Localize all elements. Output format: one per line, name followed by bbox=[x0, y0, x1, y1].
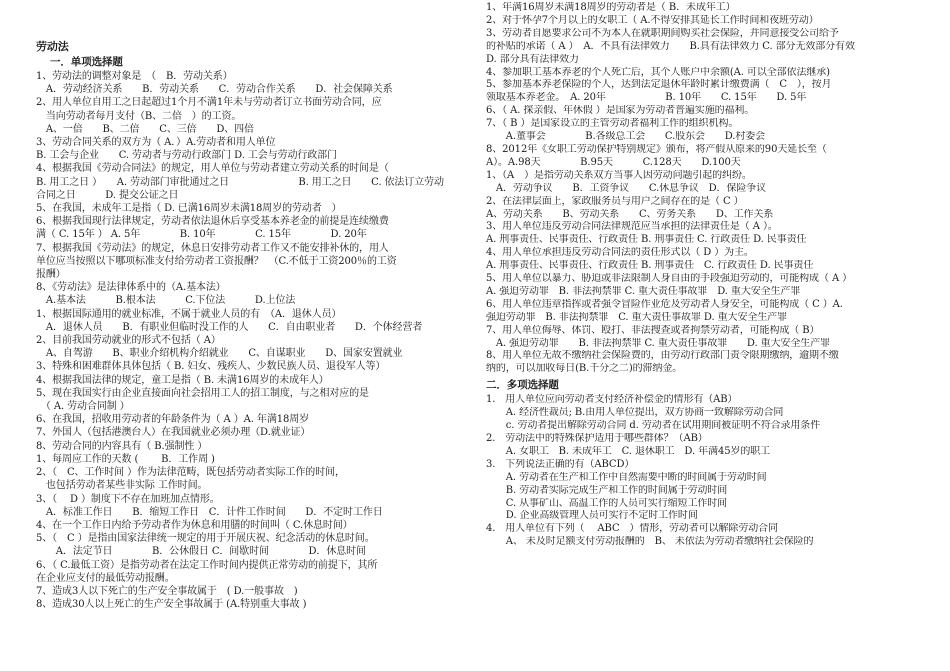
text-line: B. 劳动者实际完成生产和工作的时间属于劳动时间 bbox=[486, 484, 728, 496]
text-line: 6、用人单位违章指挥或者强令冒险作业危及劳动者人身安全，可能构成（ C ）A. bbox=[486, 298, 843, 310]
text-line: 8、用人单位无故不缴纳社会保险费的，由劳动行政部门责令限期缴纳，逾期不缴 bbox=[486, 350, 839, 362]
text-line: 1、根据国际通用的就业标准，不属于就业人员的有 （A．退休人员） bbox=[36, 308, 342, 320]
text-line: 2、用人单位自用工之日起超过1个月不满1年未与劳动者订立书面劳动合同，应 bbox=[36, 97, 382, 109]
text-line: A.基本法 B.根本法 C.下位法 D.上位法 bbox=[36, 295, 296, 307]
text-line: 2、（ C、工作时间 ）作为法律范畴，既包括劳动者实际工作的时间， bbox=[36, 467, 345, 479]
text-line: A、劳动关系 B、劳动关系 C、劳务关系 D、工作关系 bbox=[486, 208, 774, 220]
right-question-list bbox=[486, 2, 916, 376]
text-line: 7、用人单位侮辱、体罚、殴打、非法搜查或者拘禁劳动者，可能构成（ B） bbox=[486, 324, 820, 336]
text-line: A. 强迫劳动罪 B. 非法拘禁罪 C. 重大责任事故罪 D. 重大安全生产罪 bbox=[486, 285, 801, 297]
text-line: 4. 用人单位有下列（ ABC ）情形，劳动者可以解除劳动合同 bbox=[486, 523, 778, 535]
text-line: A．劳动经济关系 B．劳动关系 C．劳动合作关系 D．社会保障关系 bbox=[36, 84, 393, 96]
text-line: 5、（ C ）是指由国家法律统一规定的用于开展庆祝、纪念活动的休息时间。 bbox=[36, 533, 375, 545]
text-line: 4、根据我国法律的规定，童工是指（ B. 未满16周岁的未成年人） bbox=[36, 374, 329, 386]
text-line: 领取基本养老金。 A. 20年 B. 10年 C. 15年 D. 5年 bbox=[486, 92, 807, 104]
text-line: 7、（ B ）是国家设立的主管劳动者福利工作的组织机构。 bbox=[486, 118, 739, 130]
text-line: 8、造成30人以上死亡的生产安全事故属于 (A.特别重大事故 ) bbox=[36, 599, 307, 611]
text-line: 7、根据我国《劳动法》的规定，休息日安排劳动者工作又不能安排补休的，用人 bbox=[36, 242, 389, 254]
text-line: （ A. 劳动合同制 ） bbox=[36, 401, 130, 413]
text-line: 5、用人单位以暴力、胁迫或非法限制人身自由的手段强迫劳动的，可能构成（ A ） bbox=[486, 273, 853, 285]
text-line: B. 工会与企业 C. 劳动者与劳动行政部门 D. 工会与劳动行政部门 bbox=[36, 150, 337, 162]
text-line: 6、根据我国现行法律规定，劳动者依法退休后享受基本养老金的前提是连续缴费 bbox=[36, 216, 389, 228]
text-line: A.董事会 B.各级总工会 C.股东会 D.村委会 bbox=[486, 131, 766, 143]
text-line: A．退休人员 B．有职业但临时没工作的人 C．自由职业者 D．个体经营者 bbox=[36, 321, 423, 333]
text-line: 3、用人单位违反劳动合同法律规范应当承担的法律责任是（ A ）。 bbox=[486, 221, 778, 233]
text-line: C. 从事矿山、高温工作的人员可实行缩短工作时间 bbox=[486, 497, 728, 509]
text-line: 报酬） bbox=[36, 269, 66, 281]
text-line: 单位应当按照以下哪项标准支付给劳动者工资报酬？ （C.不低于工资200％的工资 bbox=[36, 255, 397, 267]
text-line: 5、在我国，未成年工是指（ D. 已满16周岁未满18周岁的劳动者 ） bbox=[36, 203, 342, 215]
text-line: 4、在一个工作日内给予劳动者作为休息和用膳的时间叫（ C.休息时间） bbox=[36, 519, 353, 531]
right-column bbox=[486, 2, 916, 549]
text-line: 当向劳动者每月支付（B、二倍 ）的工资。 bbox=[36, 110, 242, 122]
text-line: 3、劳动者自愿要求公司不为本人在就职期间购买社会保险，并同意接受公司给予 bbox=[486, 27, 839, 39]
text-line: A、一倍 B、二倍 C、三倍 D、四倍 bbox=[36, 123, 254, 135]
text-line: 1、每周应工作的天数 ( B．工作周 ) bbox=[36, 453, 215, 465]
text-line: A、自驾游 B、职业介绍机构介绍就业 C、自谋职业 D、国家安置就业 bbox=[36, 348, 403, 360]
text-line: 6、在我国，招收用劳动者的年龄条件为（ A ）A. 年满18周岁 bbox=[36, 414, 310, 426]
text-line: A. 劳动者在生产和工作中自然需要中断的时间属于劳动时间 bbox=[486, 471, 767, 483]
text-line: 满（ C. 15年 ） A. 5年 B. 10年 C. 15年 D. 20年 bbox=[36, 229, 367, 241]
text-line: 3. 下列说法正确的有（ABCD） bbox=[486, 458, 635, 470]
text-line: 3、（ D ）制度下不存在加班加点情形。 bbox=[36, 493, 220, 505]
text-line: 3、特殊和困难群体具体包括（ B. 妇女、残疾人、少数民族人员、退役军人等） bbox=[36, 361, 386, 373]
text-line: 6、（ C.最低工资）是指劳动者在法定工作时间内提供正常劳动的前提下，其所 bbox=[36, 559, 378, 571]
text-line: 合同之日 D. 提交公证之日 bbox=[36, 189, 179, 201]
section-heading-multiple-choice: 二．多项选择题 bbox=[486, 379, 559, 392]
text-line: 1、劳动法的调整对象是 （ B．劳动关系） bbox=[36, 71, 233, 82]
text-line: A．标准工作日 B．缩短工作日 C．计件工作时间 D．不定时工作日 bbox=[36, 506, 383, 518]
text-line: 5、参加基本养老保险的个人，达到法定退休年龄时累计缴费满（ C ），按月 bbox=[486, 79, 832, 91]
text-line: 也包括劳动者某些非实际 工作时间。 bbox=[36, 480, 208, 492]
text-line: 4、参加职工基本养老的个人死亡后，其个人账户中余额(A. 可以全部依法继承) bbox=[486, 66, 830, 78]
text-line: A. 刑事责任、民事责任、行政责任 B. 刑事责任 C. 行政责任 D. 民事责任 bbox=[486, 260, 814, 272]
text-line: A．法定节日 B．公休假日 C．间歇时间 D．休息时间 bbox=[36, 546, 366, 558]
text-line: A. 经济性裁员; B.由用人单位提出，双方协商一致解除劳动合同 bbox=[486, 407, 784, 419]
text-line: 2、目前我国劳动就业的形式不包括（ A） bbox=[36, 335, 221, 347]
left-column bbox=[36, 40, 478, 611]
text-line: 5、现在我国实行由企业直接面向社会招用工人的招工制度，与之相对应的是 bbox=[36, 387, 369, 399]
text-line: A、 未及时足额支付劳动报酬的 B、 未依法为劳动者缴纳社会保险的 bbox=[486, 536, 814, 548]
text-line: A. 刑事责任、民事责任、行政责任 B. 刑事责任 C. 行政责任 D. 民事责任 bbox=[486, 234, 807, 246]
text-line: c. 劳动者提出解除劳动合同 d. 劳动者在试用期间被证明不符合录用条件 bbox=[486, 420, 821, 432]
text-line: 1、（A ）是指劳动关系双方当事人因劳动问题引起的纠纷。 bbox=[486, 169, 752, 181]
text-line: 8、2012年《女职工劳动保护特别规定》颁布，将产假从原来的90天延长至（ bbox=[486, 143, 827, 155]
text-line: 8、劳动合同的内容具有（ B.强制性 ） bbox=[36, 440, 208, 452]
text-line: 8、《劳动法》是法律体系中的（A.基本法） bbox=[36, 282, 226, 294]
text-line: 在企业应支付的最低劳动报酬。 bbox=[36, 572, 175, 584]
text-line: 1. 用人单位应向劳动者支付经济补偿金的情形有（AB） bbox=[486, 394, 738, 406]
text-line: 3、劳动合同关系的双方为（ A．）A.劳动者和用人单位 bbox=[36, 137, 276, 149]
text-line: 4、根据我国《劳动合同法》的规定，用人单位与劳动者建立劳动关系的时间是（ bbox=[36, 163, 389, 175]
text-line: 纳的，可以加收每日(B.千分之二)的滞纳金。 bbox=[486, 363, 683, 375]
text-line: 的补贴的承诺（ A ） A．不具有法律效力 B.具有法律效力 C. 部分无效部分有效 bbox=[486, 40, 855, 52]
text-line: 7、造成3人以下死亡的生产安全事故属于 ( D.一般事故 ) bbox=[36, 585, 298, 597]
text-line: D. 部分具有法律效力 bbox=[486, 53, 579, 65]
text-line: 4、用人单位承担违反劳动合同法的责任形式以（ D ）为主。 bbox=[486, 247, 754, 259]
text-line: 7、外国人（包括港澳台人）在我国就业必须办理（D.就业证） bbox=[36, 427, 311, 439]
text-line: 2. 劳动法中的特殊保护适用于哪些群体？（AB） bbox=[486, 433, 708, 444]
text-line: 强迫劳动罪 B. 非法拘禁罪 C. 重大责任事故罪 D. 重大安全生产罪 bbox=[486, 311, 787, 323]
text-line: A. 女职工 B. 未成年工 C. 退休职工 D. 年满45岁的职工 bbox=[486, 445, 771, 457]
text-line: A．劳动争议 B．工资争议 C.休息争议 D．保险争议 bbox=[486, 182, 767, 194]
text-line: A. 强迫劳动罪 B. 非法拘禁罪 C. 重大责任事故罪 D. 重大安全生产罪 bbox=[486, 337, 830, 349]
text-line: 1、年满16周岁未满18周岁的劳动者是（ B．未成年工） bbox=[486, 2, 736, 13]
multiple-choice-list bbox=[486, 394, 916, 549]
text-line: B. 用工之日 ） A. 劳动部门审批通过之日 B. 用工之日 C. 依法订立劳动 bbox=[36, 176, 444, 188]
document-title: 劳动法 bbox=[36, 40, 69, 53]
text-line: D. 企业高级管理人员可实行不定时工作时间 bbox=[486, 510, 698, 522]
text-line: 2、在法律层面上，家政服务员与用户之间存在的是（ C ） bbox=[486, 195, 744, 207]
left-question-list bbox=[36, 70, 478, 611]
section-heading-single-choice: 一．单项选择题 bbox=[50, 56, 123, 68]
text-line: 2、对于怀孕7个月以上的女职工（ A.不得安排其延长工作时间和夜班劳动） bbox=[486, 14, 819, 26]
text-line: 6、（ A. 探亲假、年休假 ）是国家为劳动者普遍实施的福利。 bbox=[486, 105, 755, 117]
text-line: A）。A.98天 B.95天 C.128天 D.100天 bbox=[486, 156, 741, 168]
